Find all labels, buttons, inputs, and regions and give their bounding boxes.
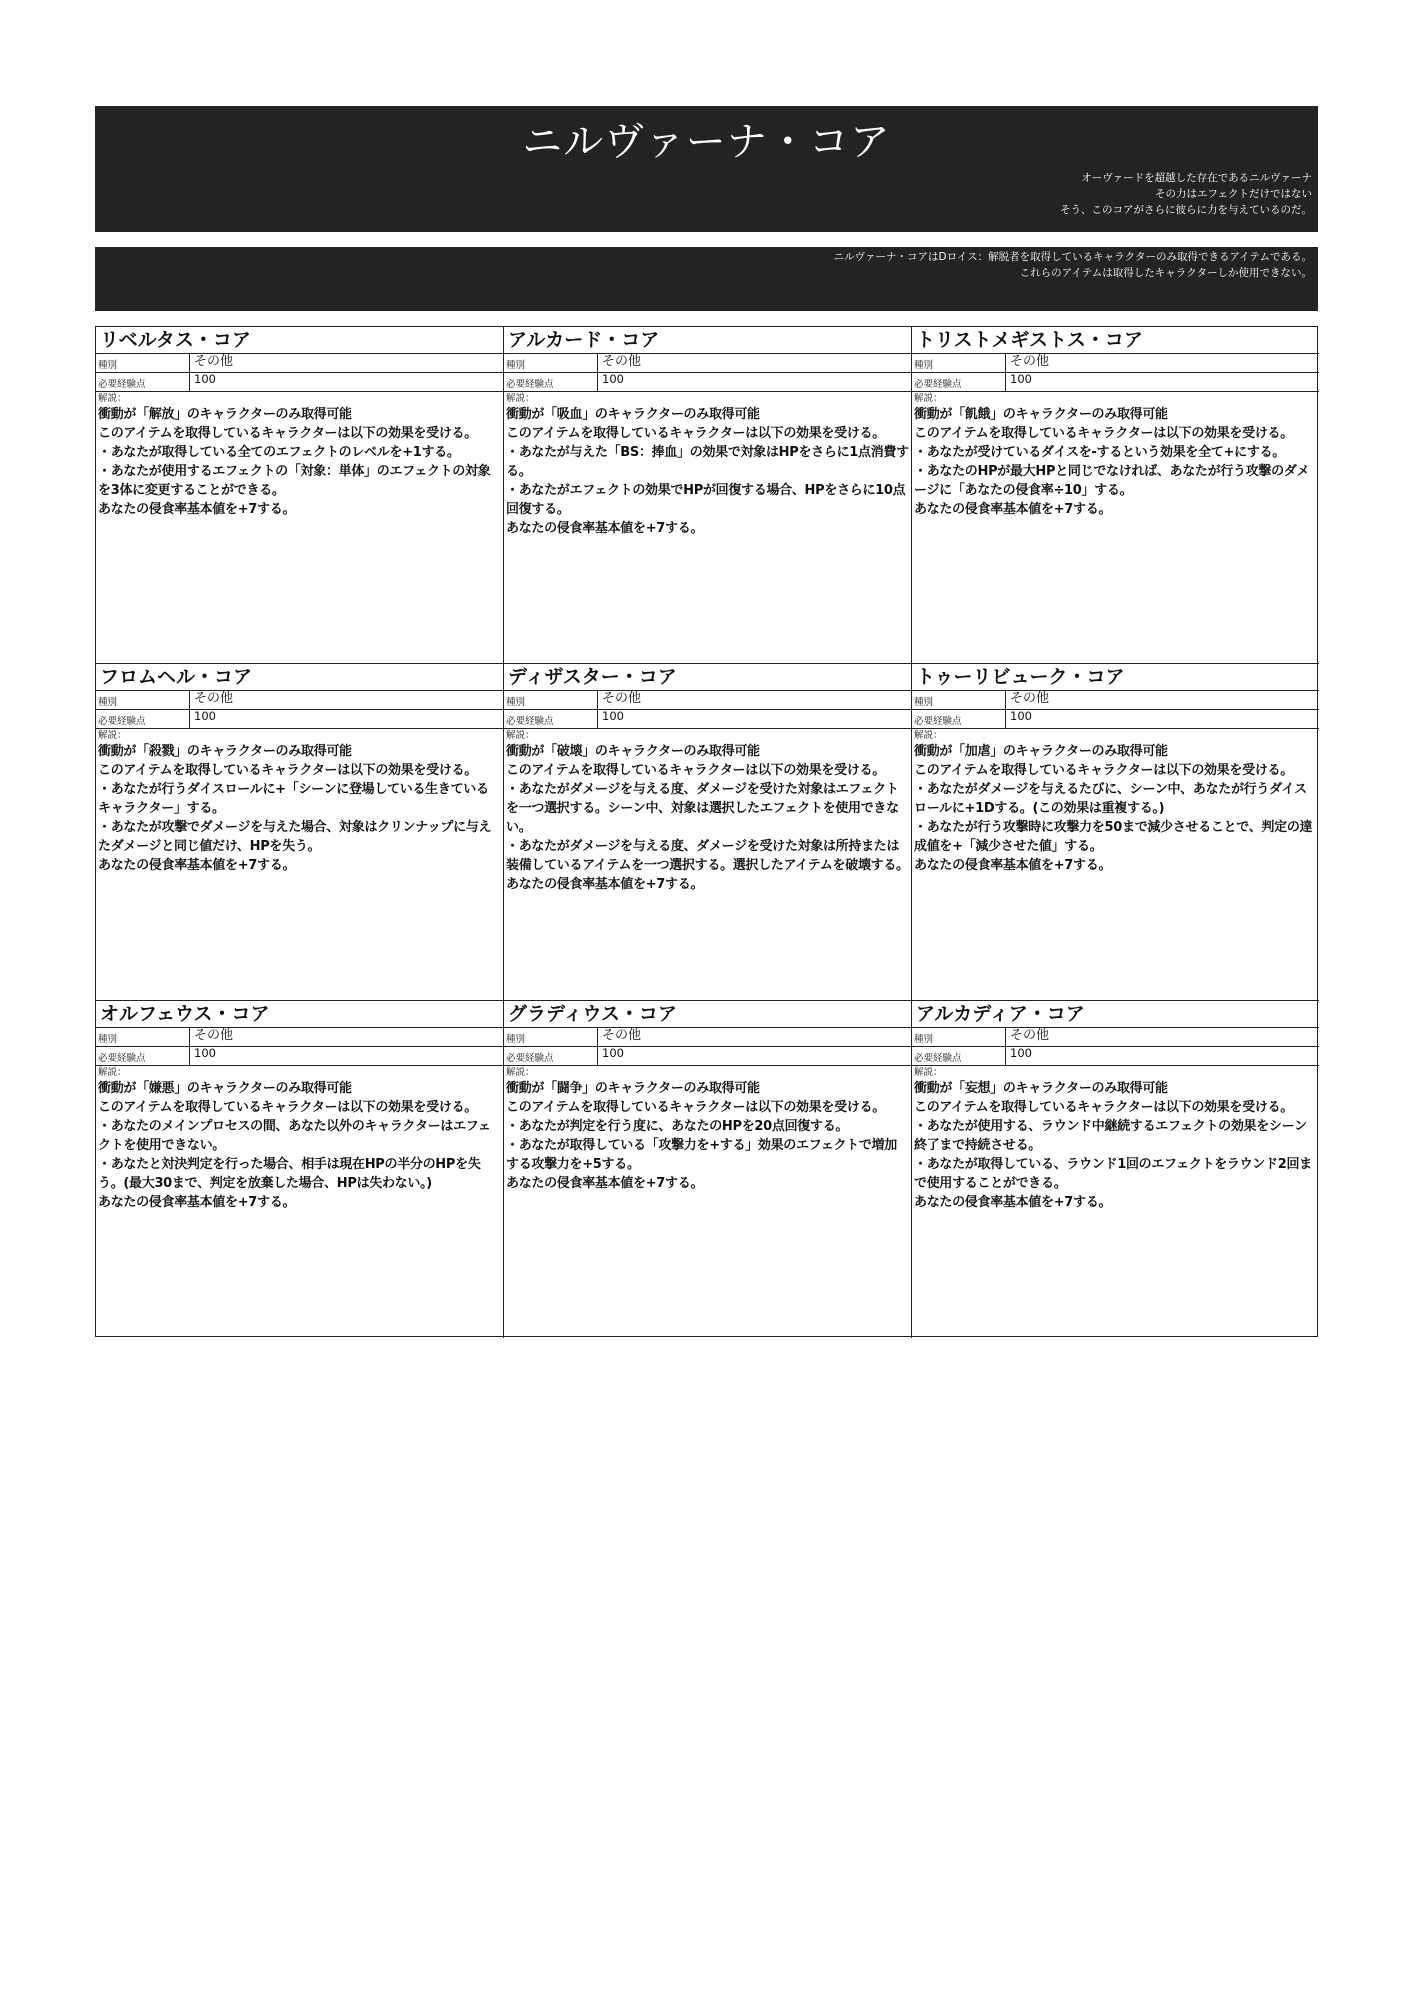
description-line: ・あなたのメインプロセスの間、あなた以外のキャラクターはエフェクトを使用できない。 <box>98 1119 491 1153</box>
type-row <box>96 1028 503 1047</box>
description-line: ・あなたが行うダイスロールに+「シーンに登場している生きているキャラクター」する。 <box>98 782 489 816</box>
description-label: 解説： <box>506 1067 535 1078</box>
description-line: 衝動が「飢餓」のキャラクターのみ取得可能 <box>914 407 1168 422</box>
item-card <box>504 1001 912 1338</box>
exp-label: 必要経験点 <box>504 1047 598 1065</box>
item-card <box>912 1001 1319 1338</box>
type-value: その他 <box>1010 691 1050 706</box>
description-line: あなたの侵食率基本値を+7する。 <box>914 502 1112 517</box>
description <box>96 1066 503 1212</box>
type-row <box>504 691 911 710</box>
item-name: アルカード・コア <box>504 327 911 354</box>
description-line: このアイテムを取得しているキャラクターは以下の効果を受ける。 <box>98 426 477 441</box>
type-row <box>504 1028 911 1047</box>
exp-value: 100 <box>194 372 216 386</box>
description-label: 解説： <box>506 393 535 404</box>
description-line: ・あなたが判定を行う度に、あなたのHPを20点回復する。 <box>506 1119 849 1134</box>
description <box>912 392 1319 519</box>
exp-label: 必要経験点 <box>504 373 598 391</box>
item-card <box>912 327 1319 664</box>
description-line: ・あなたのHPが最大HPと同じでなければ、あなたが行う攻撃のダメージに「あなたの侵食率÷10」する。 <box>914 464 1310 498</box>
exp-label: 必要経験点 <box>96 373 190 391</box>
description-label: 解説： <box>98 1067 127 1078</box>
description-line: ・あなたが与えた「BS：捧血」の効果で対象はHPをさらに1点消費する。 <box>506 445 909 479</box>
description-line: 衝動が「加虐」のキャラクターのみ取得可能 <box>914 744 1168 759</box>
description <box>912 1066 1319 1212</box>
item-name: ディザスター・コア <box>504 664 911 691</box>
type-value: その他 <box>602 691 642 706</box>
intro-line: その力はエフェクトだけではない <box>1155 188 1312 200</box>
type-label: 種別 <box>96 691 190 709</box>
description-line: あなたの侵食率基本値を+7する。 <box>506 1176 704 1191</box>
item-card <box>96 664 504 1001</box>
description-label: 解説： <box>98 730 127 741</box>
exp-row <box>504 1047 911 1066</box>
description-line: このアイテムを取得しているキャラクターは以下の効果を受ける。 <box>506 763 885 778</box>
exp-value: 100 <box>1010 709 1032 723</box>
type-value: その他 <box>1010 354 1050 369</box>
description-line: ・あなたが行う攻撃時に攻撃力を50まで減少させることで、判定の達成値を+「減少させた値」する。 <box>914 820 1313 854</box>
exp-label: 必要経験点 <box>504 710 598 728</box>
description-line: あなたの侵食率基本値を+7する。 <box>98 858 296 873</box>
exp-row <box>912 1047 1319 1066</box>
exp-label: 必要経験点 <box>96 710 190 728</box>
description <box>504 729 911 894</box>
description-line: あなたの侵食率基本値を+7する。 <box>506 521 704 536</box>
description-line: あなたの侵食率基本値を+7する。 <box>914 858 1112 873</box>
exp-row <box>96 1047 503 1066</box>
description-line: このアイテムを取得しているキャラクターは以下の効果を受ける。 <box>98 763 477 778</box>
description <box>912 729 1319 875</box>
exp-value: 100 <box>602 709 624 723</box>
description-label: 解説： <box>914 393 943 404</box>
exp-value: 100 <box>194 1046 216 1060</box>
exp-value: 100 <box>194 709 216 723</box>
item-name: グラディウス・コア <box>504 1001 911 1028</box>
description <box>96 392 503 519</box>
title-banner <box>95 106 1318 232</box>
description-line: ・あなたと対決判定を行った場合、相手は現在HPの半分のHPを失う。(最大30まで、判定を放棄した場合、HPは失わない。) <box>98 1157 481 1191</box>
item-name: フロムヘル・コア <box>96 664 503 691</box>
description-line: 衝動が「嫌悪」のキャラクターのみ取得可能 <box>98 1081 352 1096</box>
exp-label: 必要経験点 <box>912 1047 1006 1065</box>
description-line: ・あなたがダメージを与えるたびに、シーン中、あなたが行うダイスロールに+1Dする。(この効果は重複する。) <box>914 782 1307 816</box>
note-line: これらのアイテムは取得したキャラクターしか使用できない。 <box>1019 267 1312 279</box>
type-label: 種別 <box>504 354 598 372</box>
description-line: ・あなたがダメージを与える度、ダメージを受けた対象は所持または装備しているアイテムを一つ選択する。選択したアイテムを破壊する。 <box>506 839 909 873</box>
type-label: 種別 <box>912 691 1006 709</box>
note-text <box>95 247 1318 281</box>
item-card <box>96 1001 504 1338</box>
description-line: ・あなたが攻撃でダメージを与えた場合、対象はクリンナップに与えたダメージと同じ値だけ、HPを失う。 <box>98 820 492 854</box>
type-label: 種別 <box>504 691 598 709</box>
description-line: 衝動が「妄想」のキャラクターのみ取得可能 <box>914 1081 1168 1096</box>
exp-row <box>504 710 911 729</box>
item-card <box>912 664 1319 1001</box>
item-name: オルフェウス・コア <box>96 1001 503 1028</box>
description-line: あなたの侵食率基本値を+7する。 <box>98 502 296 517</box>
description-line: ・あなたが使用する、ラウンド中継続するエフェクトの効果をシーン終了まで持続させる。 <box>914 1119 1307 1153</box>
description-line: ・あなたが受けているダイスを-するという効果を全て+にする。 <box>914 445 1285 460</box>
type-label: 種別 <box>912 354 1006 372</box>
description-line: ・あなたが取得している「攻撃力を+する」効果のエフェクトで増加する攻撃力を+5する。 <box>506 1138 897 1172</box>
description-line: このアイテムを取得しているキャラクターは以下の効果を受ける。 <box>98 1100 477 1115</box>
item-name: トリストメギストス・コア <box>912 327 1319 354</box>
item-name: リベルタス・コア <box>96 327 503 354</box>
exp-value: 100 <box>602 1046 624 1060</box>
description-line: あなたの侵食率基本値を+7する。 <box>98 1195 296 1210</box>
note-line: ニルヴァーナ・コアはDロイス：解脱者を取得しているキャラクターのみ取得できるアイテムである。 <box>833 251 1312 263</box>
item-card <box>504 327 912 664</box>
intro-line: そう、このコアがさらに彼らに力を与えているのだ。 <box>1060 204 1312 216</box>
type-label: 種別 <box>96 354 190 372</box>
type-label: 種別 <box>912 1028 1006 1046</box>
description-line: ・あなたがエフェクトの効果でHPが回復する場合、HPをさらに10点回復する。 <box>506 483 906 517</box>
description-line: あなたの侵食率基本値を+7する。 <box>914 1195 1112 1210</box>
type-value: その他 <box>602 1028 642 1043</box>
description-line: 衝動が「闘争」のキャラクターのみ取得可能 <box>506 1081 760 1096</box>
description-line: ・あなたが使用するエフェクトの「対象：単体」のエフェクトの対象を3体に変更することができる。 <box>98 464 491 498</box>
description-line: 衝動が「破壊」のキャラクターのみ取得可能 <box>506 744 760 759</box>
item-card-grid <box>95 326 1318 1337</box>
exp-row <box>912 710 1319 729</box>
exp-label: 必要経験点 <box>96 1047 190 1065</box>
description-line: 衝動が「殺戮」のキャラクターのみ取得可能 <box>98 744 352 759</box>
type-value: その他 <box>602 354 642 369</box>
exp-row <box>96 710 503 729</box>
description-line: ・あなたが取得している全てのエフェクトのレベルを+1する。 <box>98 445 460 460</box>
type-label: 種別 <box>96 1028 190 1046</box>
description-line: このアイテムを取得しているキャラクターは以下の効果を受ける。 <box>914 1100 1293 1115</box>
description-label: 解説： <box>506 730 535 741</box>
description <box>504 392 911 538</box>
type-row <box>912 1028 1319 1047</box>
description-line: このアイテムを取得しているキャラクターは以下の効果を受ける。 <box>914 763 1293 778</box>
description-label: 解説： <box>914 730 943 741</box>
type-row <box>912 691 1319 710</box>
type-row <box>912 354 1319 373</box>
item-name: トゥーリビューク・コア <box>912 664 1319 691</box>
description <box>504 1066 911 1193</box>
description-line: あなたの侵食率基本値を+7する。 <box>506 877 704 892</box>
item-name: アルカディア・コア <box>912 1001 1319 1028</box>
description-label: 解説： <box>98 393 127 404</box>
description-line: ・あなたがダメージを与える度、ダメージを受けた対象はエフェクトを一つ選択する。シーン中、対象は選択したエフェクトを使用できない。 <box>506 782 899 835</box>
description-line: このアイテムを取得しているキャラクターは以下の効果を受ける。 <box>914 426 1293 441</box>
intro-line: オーヴァードを超越した存在であるニルヴァーナ <box>1081 172 1312 184</box>
description-line: このアイテムを取得しているキャラクターは以下の効果を受ける。 <box>506 426 885 441</box>
exp-value: 100 <box>1010 1046 1032 1060</box>
type-label: 種別 <box>504 1028 598 1046</box>
exp-label: 必要経験点 <box>912 373 1006 391</box>
type-value: その他 <box>194 691 234 706</box>
type-value: その他 <box>1010 1028 1050 1043</box>
description <box>96 729 503 875</box>
note-banner <box>95 247 1318 311</box>
description-line: ・あなたが取得している、ラウンド1回のエフェクトをラウンド2回まで使用することができる。 <box>914 1157 1312 1191</box>
type-row <box>96 691 503 710</box>
exp-row <box>912 373 1319 392</box>
type-row <box>504 354 911 373</box>
description-line: 衝動が「吸血」のキャラクターのみ取得可能 <box>506 407 760 422</box>
description-line: このアイテムを取得しているキャラクターは以下の効果を受ける。 <box>506 1100 885 1115</box>
exp-label: 必要経験点 <box>912 710 1006 728</box>
description-line: 衝動が「解放」のキャラクターのみ取得可能 <box>98 407 352 422</box>
item-card <box>504 664 912 1001</box>
intro-text <box>1060 170 1312 218</box>
description-label: 解説： <box>914 1067 943 1078</box>
type-value: その他 <box>194 354 234 369</box>
exp-row <box>504 373 911 392</box>
type-row <box>96 354 503 373</box>
item-card <box>96 327 504 664</box>
type-value: その他 <box>194 1028 234 1043</box>
exp-value: 100 <box>602 372 624 386</box>
page-title: ニルヴァーナ・コア <box>522 119 891 165</box>
exp-value: 100 <box>1010 372 1032 386</box>
exp-row <box>96 373 503 392</box>
